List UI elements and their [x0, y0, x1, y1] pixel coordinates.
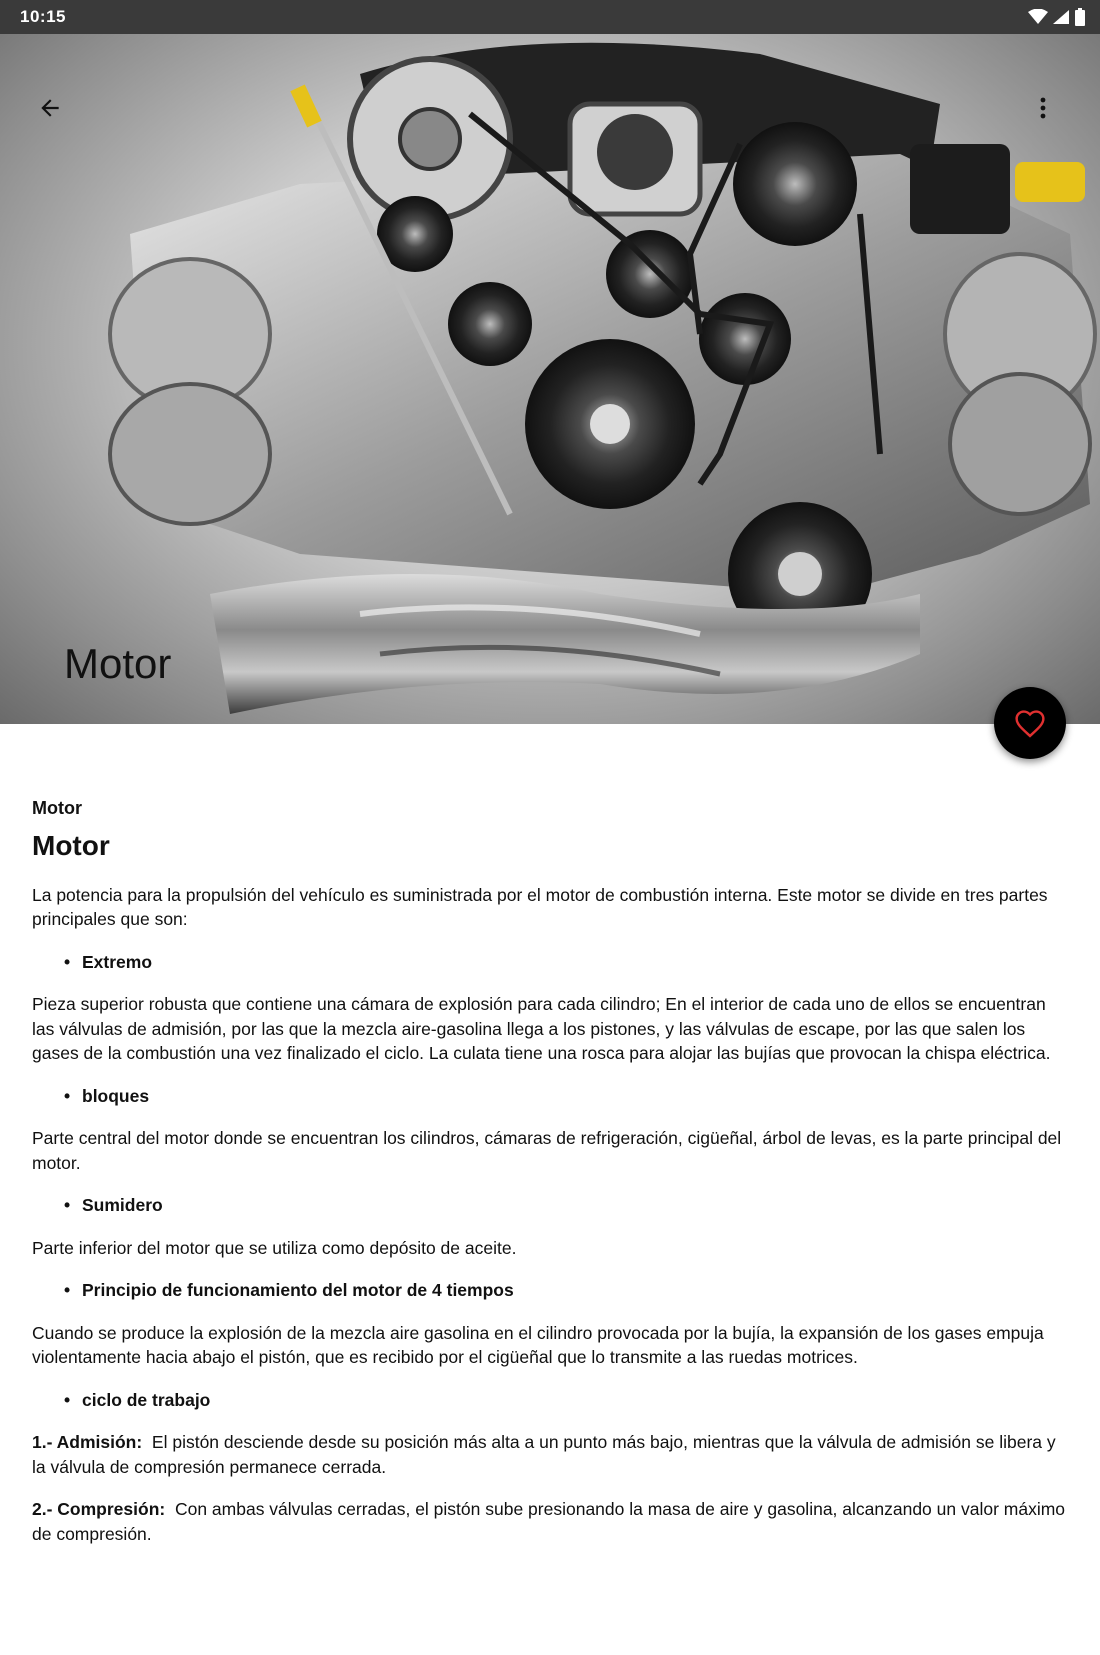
- wifi-icon: [1028, 9, 1048, 25]
- bullet-label: Principio de funcionamiento del motor de 4 tiempos: [82, 1280, 514, 1300]
- more-vert-icon: [1039, 96, 1047, 120]
- section-text: Parte central del motor donde se encuentran los cilindros, cámaras de refrigeración, cigüeñal, árbol de levas, es la parte principal del motor.: [32, 1128, 1062, 1173]
- bullet-item: [32, 1084, 1072, 1109]
- article-eyebrow: Motor: [32, 798, 82, 818]
- section-text: Parte inferior del motor que se utiliza como depósito de aceite.: [32, 1237, 517, 1258]
- heart-outline-icon: [1013, 708, 1047, 738]
- status-icons: [1028, 8, 1086, 26]
- step-text: El pistón desciende desde su posición más alta a un punto más bajo, mientras que la válvula de admisión se libera y la válvula de compresión permanece cerrada.: [32, 1432, 1056, 1477]
- bullet-label: ciclo de trabajo: [82, 1389, 211, 1410]
- article-body: [32, 796, 1072, 1564]
- bullet-label: Sumidero: [82, 1195, 163, 1215]
- step-text: Con ambas válvulas cerradas, el pistón sube presionando la masa de aire y gasolina, alcanzando un valor máximo de compresión.: [32, 1499, 1066, 1544]
- status-time: 10:15: [20, 7, 66, 26]
- bullet-item: [32, 1388, 1072, 1413]
- article-heading: Motor: [32, 829, 110, 861]
- step-label: 2.- Compresión:: [32, 1499, 166, 1519]
- signal-icon: [1052, 9, 1070, 25]
- bullet-item: [32, 1278, 1072, 1303]
- engine-illustration: [0, 34, 1100, 724]
- section-text: Cuando se produce la explosión de la mezcla aire gasolina en el cilindro provocada por la bujía, la expansión de los gases empuja violentamente hacia abajo el pistón, que es recibido por el cigüeñal que lo transmite a las ruedas motrices.: [32, 1322, 1044, 1367]
- article-intro: La potencia para la propulsión del vehículo es suministrada por el motor de combustión interna. Este motor se divide en tres partes principales que son:: [32, 884, 1048, 929]
- hero-title: Motor: [64, 640, 172, 687]
- battery-icon: [1074, 8, 1086, 26]
- favorite-button[interactable]: [994, 687, 1066, 759]
- step-label: 1.- Admisión:: [32, 1432, 143, 1452]
- overflow-menu-button[interactable]: [1030, 88, 1056, 128]
- bullet-item: [32, 950, 1072, 975]
- section-text: Pieza superior robusta que contiene una cámara de explosión para cada cilindro; En el interior de cada uno de ellos se encuentran las válvulas de admisión, por las que la mezcla aire-gasolina llega a los pistones, y las válvulas de escape, por las que salen los gases de la combustión una vez finalizado el ciclo. La culata tiene una rosca para alojar las bujías que provocan la chispa eléctrica.: [32, 994, 1051, 1063]
- hero-image: [0, 34, 1100, 724]
- arrow-back-icon: [37, 95, 63, 121]
- back-button[interactable]: [30, 88, 70, 128]
- bullet-label: bloques: [82, 1085, 150, 1106]
- bullet-label: Extremo: [82, 951, 153, 972]
- cycle-step: [32, 1430, 1072, 1479]
- cycle-step: [32, 1497, 1072, 1546]
- status-bar: [0, 0, 1100, 34]
- bullet-item: [32, 1193, 1072, 1218]
